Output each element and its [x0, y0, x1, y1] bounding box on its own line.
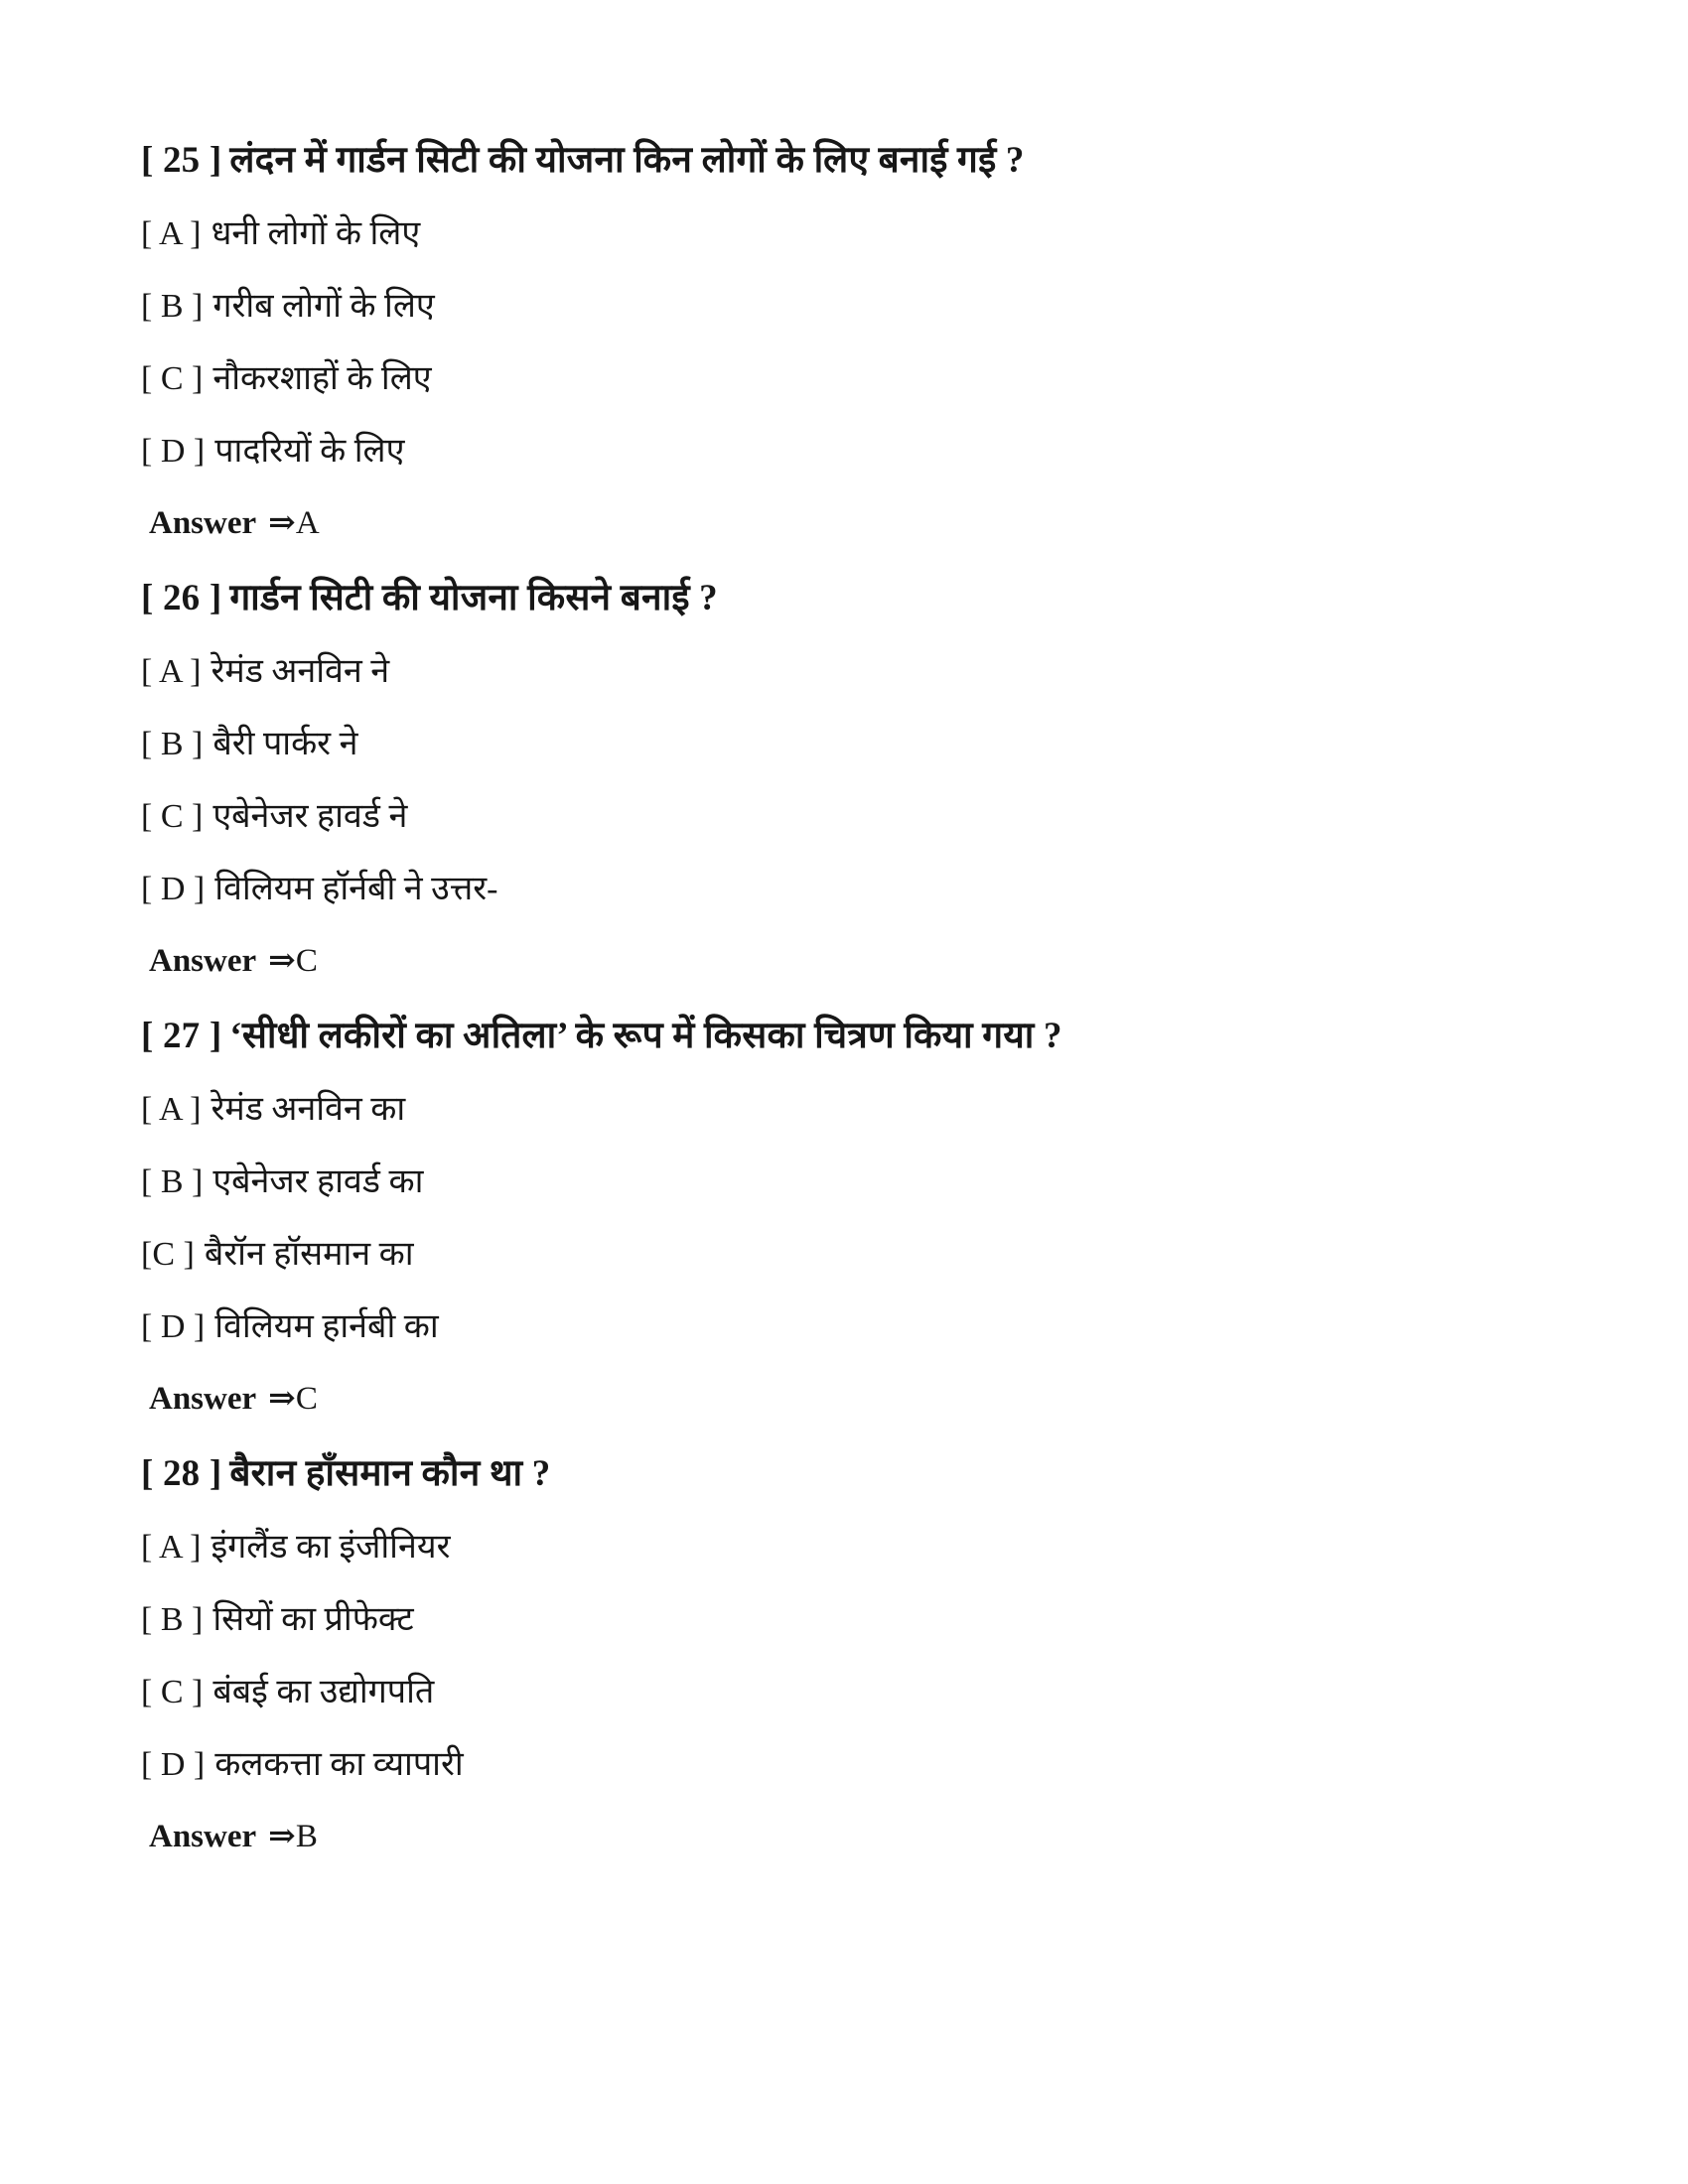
option-row — [141, 1597, 1531, 1643]
option-row — [141, 284, 1531, 330]
option-label: [ B ] — [141, 288, 204, 325]
option-label: [ A ] — [141, 1529, 202, 1566]
question-number: [ 28 ] — [141, 1453, 222, 1494]
option-label: [ B ] — [141, 1601, 204, 1638]
option-row — [141, 794, 1531, 840]
option-label: [ B ] — [141, 1163, 204, 1200]
question-heading — [141, 137, 1531, 185]
answer-arrow-icon: ⇒ — [268, 943, 296, 979]
question-heading — [141, 1013, 1531, 1060]
question-block-25 — [141, 137, 1531, 545]
option-row — [141, 722, 1531, 767]
option-row — [141, 356, 1531, 402]
option-row — [141, 867, 1531, 912]
option-text: बैरी पार्कर ने — [212, 726, 358, 762]
question-heading — [141, 575, 1531, 622]
answer-arrow-icon: ⇒ — [268, 1819, 296, 1854]
option-label: [ C ] — [141, 798, 204, 835]
question-text: लंदन में गार्डन सिटी की योजना किन लोगों के लिए बनाई गई ? — [229, 140, 1025, 181]
question-text: बैरान हाँसमान कौन था ? — [229, 1453, 551, 1494]
option-text: नौकरशाहों के लिए — [212, 360, 432, 397]
option-text: विलियम हार्नबी का — [214, 1308, 439, 1345]
answer-row — [141, 501, 1531, 545]
option-text: बैरॉन हॉसमान का — [204, 1236, 414, 1273]
answer-label: Answer — [149, 505, 257, 541]
answer-value: C — [295, 1381, 318, 1417]
option-text: धनी लोगों के लिए — [211, 215, 421, 252]
option-row — [141, 1160, 1531, 1205]
answer-label: Answer — [149, 943, 257, 979]
answer-arrow-icon: ⇒ — [268, 1381, 296, 1417]
answer-arrow-icon: ⇒ — [268, 505, 296, 541]
question-number: [ 27 ] — [141, 1016, 222, 1056]
answer-value: B — [295, 1819, 318, 1854]
option-text: एबेनेजर हावर्ड ने — [212, 798, 408, 835]
option-text: रेमंड अनविन ने — [211, 653, 390, 690]
option-text: बंबई का उद्योगपति — [212, 1674, 435, 1710]
answer-value: C — [295, 943, 318, 979]
question-block-26 — [141, 575, 1531, 983]
question-block-28 — [141, 1450, 1531, 1858]
option-label: [ C ] — [141, 1674, 204, 1710]
option-label: [C ] — [141, 1236, 195, 1273]
answer-row — [141, 1815, 1531, 1858]
question-block-27 — [141, 1013, 1531, 1421]
option-label: [ D ] — [141, 871, 206, 907]
question-number: [ 26 ] — [141, 578, 222, 618]
option-text: इंगलैंड का इंजीनियर — [211, 1529, 451, 1566]
option-label: [ D ] — [141, 1746, 206, 1783]
question-heading — [141, 1450, 1531, 1498]
question-number: [ 25 ] — [141, 140, 222, 181]
option-label: [ A ] — [141, 215, 202, 252]
option-label: [ D ] — [141, 433, 206, 470]
option-row — [141, 1670, 1531, 1715]
option-text: पादरियों के लिए — [214, 433, 405, 470]
option-label: [ D ] — [141, 1308, 206, 1345]
option-label: [ C ] — [141, 360, 204, 397]
option-row — [141, 1304, 1531, 1350]
quiz-content — [141, 137, 1531, 1888]
option-text: गरीब लोगों के लिए — [212, 288, 435, 325]
answer-label: Answer — [149, 1819, 257, 1854]
option-label: [ B ] — [141, 726, 204, 762]
option-text: एबेनेजर हावर्ड का — [212, 1163, 424, 1200]
answer-row — [141, 1377, 1531, 1421]
option-row — [141, 429, 1531, 475]
option-label: [ A ] — [141, 1091, 202, 1128]
option-row — [141, 1742, 1531, 1788]
option-text: रेमंड अनविन का — [211, 1091, 406, 1128]
option-text: विलियम हॉर्नबी ने उत्तर- — [214, 871, 498, 907]
option-row — [141, 1087, 1531, 1133]
option-row — [141, 1232, 1531, 1278]
answer-label: Answer — [149, 1381, 257, 1417]
option-row — [141, 211, 1531, 257]
question-text: ‘सीधी लकीरों का अतिला’ के रूप में किसका चित्रण किया गया ? — [229, 1016, 1062, 1056]
option-text: कलकत्ता का व्यापारी — [214, 1746, 464, 1783]
answer-value: A — [295, 505, 320, 541]
answer-row — [141, 939, 1531, 983]
option-text: सियों का प्रीफेक्ट — [212, 1601, 414, 1638]
option-row — [141, 1525, 1531, 1570]
option-label: [ A ] — [141, 653, 202, 690]
option-row — [141, 649, 1531, 695]
question-text: गार्डन सिटी की योजना किसने बनाई ? — [229, 578, 718, 618]
